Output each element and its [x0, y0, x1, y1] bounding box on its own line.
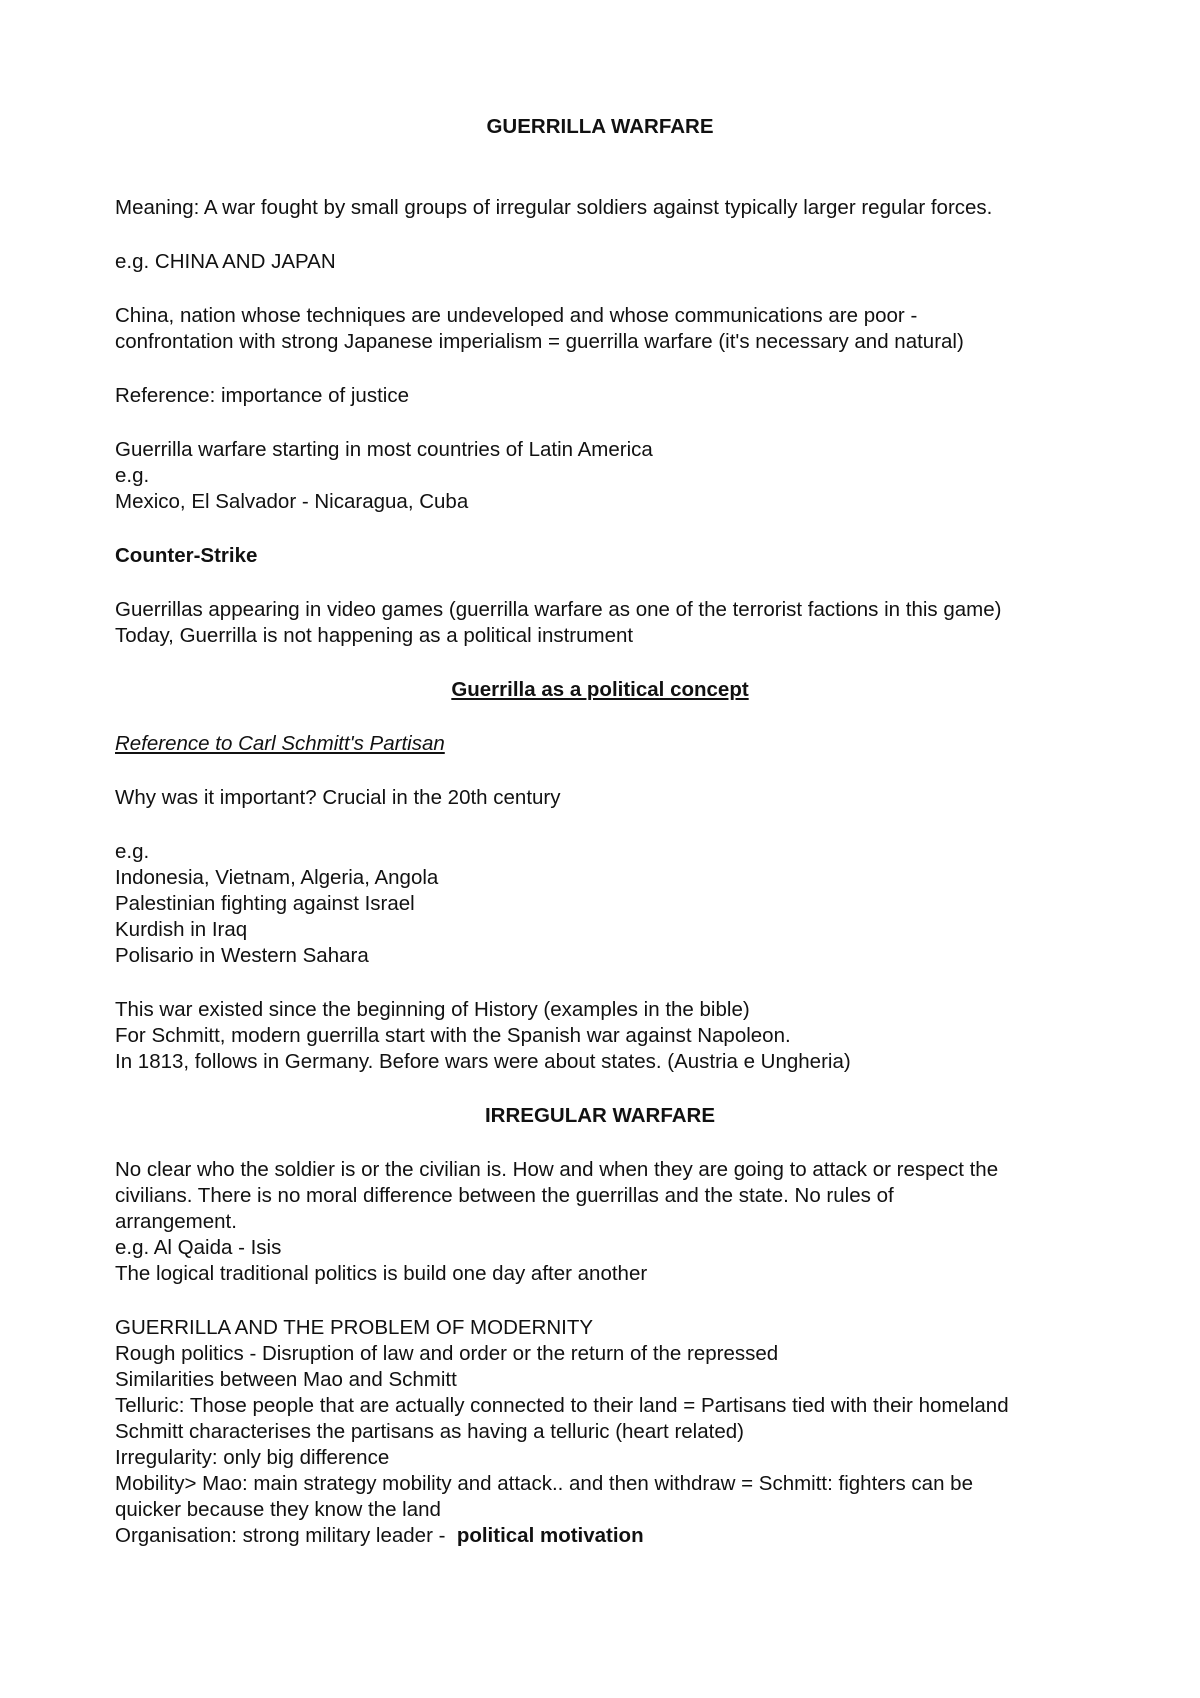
history-line: In 1813, follows in Germany. Before wars were about states. (Austria e Ungheria) — [115, 1050, 851, 1073]
irregular-line: The logical traditional politics is build one day after another — [115, 1262, 648, 1285]
china-line-1: China, nation whose techniques are undeveloped and whose communications are poor - — [115, 304, 918, 327]
today-line: Today, Guerrilla is not happening as a political instrument — [115, 624, 634, 647]
example-item: Palestinian fighting against Israel — [115, 892, 415, 915]
history-line: This war existed since the beginning of History (examples in the bible) — [115, 998, 750, 1021]
modernity-line: Irregularity: only big difference — [115, 1446, 390, 1469]
irregular-line: No clear who the soldier is or the civilian is. How and when they are going to attack or respect the — [115, 1158, 999, 1181]
irregular-warfare-heading: IRREGULAR WARFARE — [484, 1104, 716, 1127]
modernity-line: quicker because they know the land — [115, 1498, 441, 1521]
eg-china-japan: e.g. CHINA AND JAPAN — [115, 250, 336, 273]
history-line: For Schmitt, modern guerrilla start with the Spanish war against Napoleon. — [115, 1024, 791, 1047]
irregular-line: civilians. There is no moral difference between the guerrillas and the state. No rules of — [115, 1184, 894, 1207]
organisation-line — [115, 1523, 644, 1549]
modernity-heading: GUERRILLA AND THE PROBLEM OF MODERNITY — [115, 1316, 594, 1339]
video-games-line: Guerrillas appearing in video games (guerrilla warfare as one of the terrorist factions in this game) — [115, 598, 1002, 621]
reference-justice: Reference: importance of justice — [115, 384, 409, 407]
example-item: Indonesia, Vietnam, Algeria, Angola — [115, 866, 439, 889]
eg-label: e.g. — [115, 464, 150, 487]
modernity-line: Telluric: Those people that are actually connected to their land = Partisans tied with their homeland — [115, 1394, 1009, 1417]
example-item: Kurdish in Iraq — [115, 918, 248, 941]
irregular-line: arrangement. — [115, 1210, 237, 1233]
modernity-line: Mobility> Mao: main strategy mobility and attack.. and then withdraw = Schmitt: fighters can be — [115, 1472, 973, 1495]
schmitt-reference: Reference to Carl Schmitt's Partisan — [115, 732, 445, 755]
organisation-text: Organisation: strong military leader - — [115, 1524, 457, 1547]
irregular-line: e.g. Al Qaida - Isis — [115, 1236, 282, 1259]
why-important-line: Why was it important? Crucial in the 20th century — [115, 786, 561, 809]
latin-america-line: Guerrilla warfare starting in most countries of Latin America — [115, 438, 653, 461]
meaning-line: Meaning: A war fought by small groups of irregular soldiers against typically larger regular forces. — [115, 196, 993, 219]
china-line-2: confrontation with strong Japanese imperialism = guerrilla warfare (it's necessary and natural) — [115, 330, 964, 353]
example-item: Polisario in Western Sahara — [115, 944, 369, 967]
latin-examples: Mexico, El Salvador - Nicaragua, Cuba — [115, 490, 469, 513]
document-title: GUERRILLA WARFARE — [486, 115, 714, 138]
political-motivation-bold: political motivation — [456, 1524, 644, 1547]
modernity-line: Rough politics - Disruption of law and order or the return of the repressed — [115, 1342, 779, 1365]
eg-label: e.g. — [115, 840, 150, 863]
political-concept-heading: Guerrilla as a political concept — [451, 678, 749, 701]
modernity-line: Similarities between Mao and Schmitt — [115, 1368, 457, 1391]
modernity-line: Schmitt characterises the partisans as having a telluric (heart related) — [115, 1420, 744, 1443]
counter-strike-heading: Counter-Strike — [115, 544, 258, 567]
